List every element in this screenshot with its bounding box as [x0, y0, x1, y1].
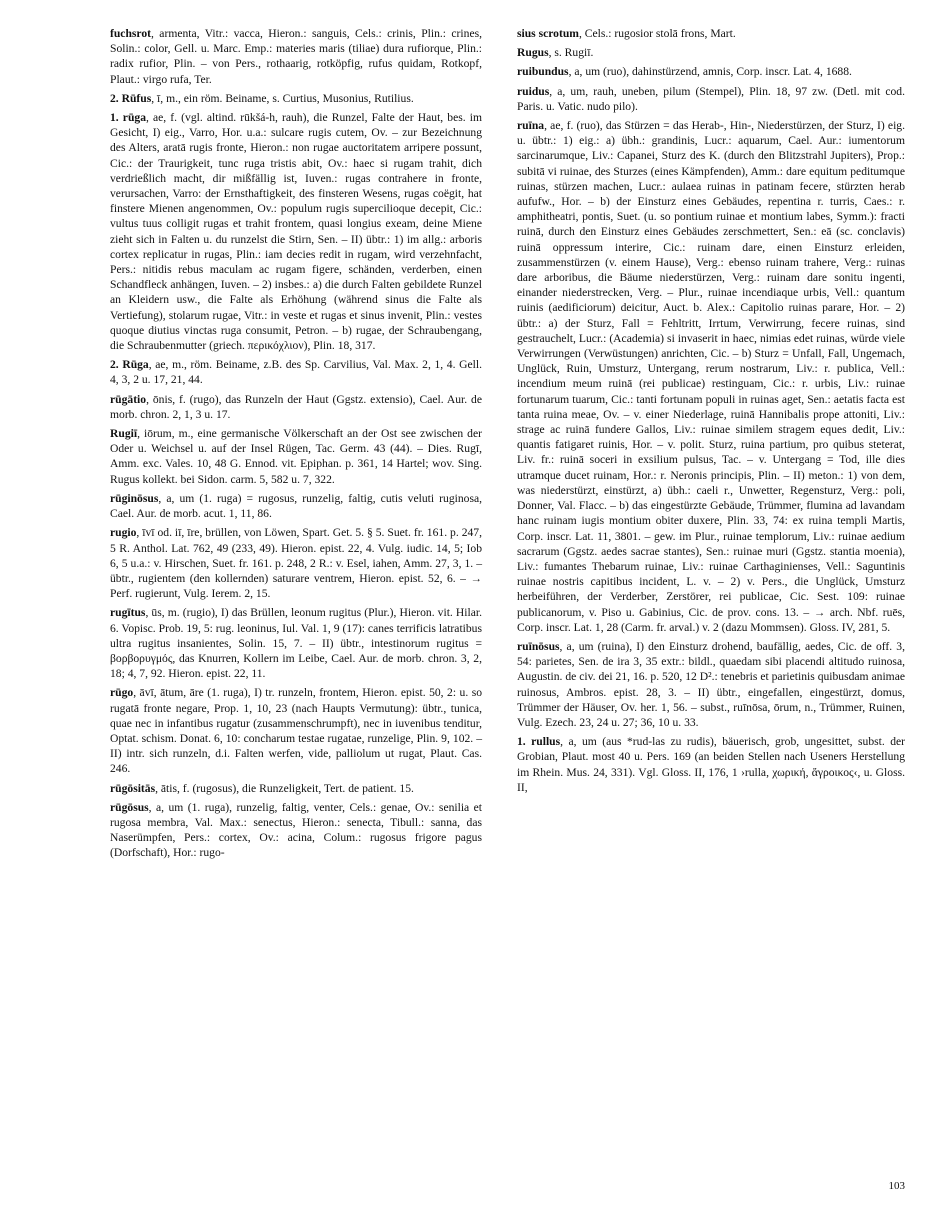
headword: rugītus [110, 606, 146, 620]
headword: rūgātio [110, 392, 147, 406]
dictionary-entry: sius scrotum, Cels.: rugosior stolā frons, Mart. [517, 27, 736, 40]
dictionary-entry: 1. rullus, a, um (aus *rud-las zu rudis), bäuerisch, grob, ungesittet, subst. der Grobian, Plaut. most 40 u. Pers. 169 (an beiden Stellen nach Useners Herstellung im Rhein. Mus. 24, 331). Vgl. Gloss. II, 176, 1 ›rulla, χωρική, ἄγροικος‹, u. Gloss. II, [517, 735, 905, 794]
headword: 2. Rūga [110, 358, 149, 372]
dictionary-entry: 1. rūga, ae, f. (vgl. altind. rūkšá-h, rauh), die Runzel, Falte der Haut, bes. im Gesicht, I) eig., Varro, Hor. u.a.: sulcare rugis cutem, Ov. – zur Bezeichnung des Alters, aratā rugis fronte, Hieron.: non rugae auctoritatem arripere possunt, Cic.: der Traurigkeit, tunc ruga tristis abit, Ov.: haec si rugam trahit, dich verdrießlich macht, dir mißfällig ist, Iuven.: rugas contrahere in fronte, verursachen, Varro: der Ernsthaftigkeit, des finsteren Wesens, rugas coëgit, hat finstere Mienen angenommen, Ov.: populum rugis supercilioque decepit, Cic.: vultus tuus colligit rugas et trahit frontem, quasi longius exeam, deine Miene zieht sich in Falten u. du runzelst die Stirn, Sen. – II) übtr.: 1) im allg.: arboris cortex replicatur in rugas, Plin.: iam decies redit in rugam, wird verzehnfacht, Pers.: nitidis rebus maculam ac rugam figere, schänden, verderben, einen Schandfleck anhängen, Iuven. – 2) insbes.: a) die durch Falten gebildete Runzel an Kleidern usw., die Falte als Erhöhung (während sinus die Falte als Vertiefung), stolarum rugae, Vitr.: in veste et rugas et sinus invenit, Plin.: vestes quoque diutius vinctas ruga consumit, Petron. – b) rugae, der Schraubengang, die Schraubenmutter (griech. περικόχλιον), Plin. 18, 317. [110, 111, 483, 353]
dictionary-entry: Rugus, s. Rugiī. [517, 46, 594, 60]
page-number: 103 [888, 1180, 905, 1192]
dictionary-entry: fuchsrot, armenta, Vitr.: vacca, Hieron.: sanguis, Cels.: crinis, Plin.: crines, Solin.: color, Gell. u. Marc. Emp.: materies maris (tiliae) dura rufiorque, Plin.: radix rufior, Plin. – von Pers., rothaarig, rotköpfig, rufus quidam, Rotkopf, Plaut.: virgo rufa, Ter. [110, 27, 482, 86]
dictionary-entry: rugītus, ūs, m. (rugio), I) das Brüllen, leonum rugitus (Plur.), Hieron. vit. Hilar. 6. Vopisc. Prob. 19, 5: rug. leoninus, Iul. Val. 1, 9 (17): canes terrificis latratibus ultra rugitus insanientes, Solin. 15, 7. – II) übtr., intestinorum rugitus = βορβορυγμός, das Knurren, Kollern im Leibe, Cael. Aur. de morb. chron. 3, 2, 18; 4, 7, 92. Hieron. epist. 22, 11. [110, 606, 482, 681]
headword: ruidus [517, 84, 550, 98]
headword: rugio [110, 526, 137, 540]
dictionary-entry: rūgātio, ōnis, f. (rugo), das Runzeln der Haut (Ggstz. extensio), Cael. Aur. de morb. chron. 2, 1, 3 u. 17. [110, 392, 482, 421]
headword: 1. rūga [110, 111, 146, 125]
headword: ruīna [517, 119, 545, 133]
headword: 2. Rūfus [110, 91, 152, 105]
headword: rūgo [110, 686, 134, 700]
headword: rūgōsus [110, 800, 149, 814]
dictionary-entry: rugio, īvī od. iī, īre, brüllen, von Löwen, Spart. Get. 5. § 5. Suet. fr. 161. p. 247, 5 R. Anthol. Lat. 762, 49 (233, 49). Hieron. epist. 22, 4. Vulg. iudic. 14, 5; Iob 6, 5 u.a.: v. Hirschen, Suet. fr. 161. p. 248, 2 R.: v. Esel, iahen, Amm. 27, 3, 1. – übtr., rugientem (den kollernden) saturare ventrem, Hieron. epist. 52, 6. – → Perf. rugierunt, Vulg. Ierem. 2, 15. [110, 526, 482, 601]
dictionary-entry: 2. Rūfus, ī, m., ein röm. Beiname, s. Curtius, Musonius, Rutilius. [110, 91, 414, 105]
right-column [517, 26, 905, 799]
dictionary-entry: Rugiī, iōrum, m., eine germanische Völkerschaft an der Ost see zwischen der Oder u. Weichsel u. auf der Insel Rügen, Tac. Germ. 43 (44). – Dies. Rugī, Amm. exc. Vales. 10, 48 G. Ennod. vit. Epiphan. p. 361, 14 Hartel; wov. Sing. Rugus kollekt. bei Sidon. carm. 5, 582 u. 7, 322. [110, 427, 482, 486]
headword: fuchsrot [110, 27, 152, 40]
dictionary-entry: rūgōsus, a, um (1. ruga), runzelig, faltig, venter, Cels.: genae, Ov.: senilia et rugosa membra, Val. Max.: senectus, Hieron.: senecta, Tibull.: sanna, das Naserümpfen, Pers.: cortex, Ov.: acina, Colum.: rugosus frigore pagus (Dorfschaft), Hor.: rugo- [110, 800, 482, 860]
dictionary-entry: ruidus, a, um, rauh, uneben, pilum (Stempel), Plin. 18, 97 zw. (Detl. mit cod. Paris. u. Vatic. nudo pilo). [517, 84, 905, 113]
dictionary-entry: rūgo, āvī, ātum, āre (1. ruga), I) tr. runzeln, frontem, Hieron. epist. 50, 2: u. so rugatā fronte negare, Prop. 1, 10, 23 (nach Haupts Vermutung): übtr., tunica, quae nec in infantibus rugatur (zusammenschrumpft), nec in iuvenibus tenditur, Optat. schism. Donat. 6, 10: concharum testae rugatae, runzelige, Plin. 9, 102. – II) intr. sich runzeln, d.i. Falten werfen, vide, palliolum ut rugat, Plaut. Cas. 246. [110, 686, 482, 776]
headword: sius scrotum [517, 27, 579, 40]
headword: Rugus [517, 46, 549, 60]
dictionary-entry: ruibundus, a, um (ruo), dahinstürzend, amnis, Corp. inscr. Lat. 4, 1688. [517, 65, 852, 79]
headword: 1. rullus [517, 735, 561, 749]
headword: Rugiī [110, 427, 138, 441]
dictionary-entry: rūgōsitās, ātis, f. (rugosus), die Runzeligkeit, Tert. de patient. 15. [110, 781, 414, 795]
dictionary-entry: rūginōsus, a, um (1. ruga) = rugosus, runzelig, faltig, cutis veluti ruginosa, Cael. Aur. de morb. acut. 1, 11, 86. [110, 491, 482, 521]
headword: rūginōsus [110, 491, 159, 505]
left-column [110, 26, 482, 865]
dictionary-entry: ruīna, ae, f. (ruo), das Stürzen = das Herab-, Hin-, Niederstürzen, der Sturz, I) eig. u. übtr.: 1) eig.: a) übh.: grandinis, Lucr.: aquarum, Cael. Aur.: iumentorum sarcinarumque, Liv.: Capanei, Sturz des K. (durch den Blitzstrahl Jupiters), Prop.: subitā vi ruinae, des Sturzes (eines Kämpfenden), Amm.: dare equitum peditumque ruinas, stürzen machen, Lucr.: aulaea ruinas in patinam fecere, stürzten herab aufufw., Hor. – b) der Einsturz eines Gebäudes, repentina r. turris, Caes.: r. amphitheatri, pontis, Suet. (u. so pontium ruinae et montium labes, Symm.): fracti ruinā, durch den Einsturz eines Gebäudes zerschmettert, Sen.: eā (sc. conclavis) ruinā oppressum interire, Cic.: ruinam dare, einen Einsturz erleiden, zusammenstürzen (v. einem Hause), Verg.: ebenso ruinam trahere, Verg.: ruinas dare arboribus, die Bäume niederstürzen, Verg.: ruinam dare sonitu ingenti, einander niederstrecken, Verg. – Plur., ruinae incendiaque urbis, Vell.: quantum ruinis (aedificiorum) deicitur, Auct. b. Alex.: Capitolio ruinas parare, Hor. – 2) übtr.: a) der Sturz, Fall = Fehltritt, Irrtum, Verwirrung, fecere ruinas, sind gestrauchelt, Lucr.: (Academia) si invaserit in haec, nimias edet ruinas, würde viele Verwirrungen (Verwüstungen) anrichten, Cic. – b) Sturz = Unfall, Fall, Ungemach, Unglück, Ruin, Umsturz, Untergang, rerum nostrarum, Liv.: r. publica, Vell.: incendium meum ruinā (rei publicae) restinguam, Cic.: r. urbis, Liv.: ruinae fortunarum tuarum, Cic.: tanti fortunam populi in ruinas aget, Sen.: aetatis facta est tanta ruina meae, Ov. – v. einer Niederlage, ruinā Hannibalis prope attoniti, Liv.: strage ac ruinā fundere Gallos, Liv.: ruinae similem stragem eques dedit, Liv.: quantis fatigaret ruinis, Hor. – v. polit. Sturz, ruina partium, pro quibus steterat, Liv. fr.: ruinā soceri in exsilium pulsus, Tac. – v. Untergang = Tod, ille dies utramque ducet ruinam, Hor.: r. Neronis principis, Plin. – II) meton.: 1) von dem, was niederstürzt, einstürzt, a) übh.: caeli r., Unwetter, Regensturz, Verg.: poli, Donner, Val. Flacc. – b) das eingestürzte Gebäude, Trümmer, flumina ad lavandam hanc ruinam iugis montium obiter duxere, Plin. 33, 74: ex ruina templi Martis, Corp. inscr. Lat. 11, 3801. – gew. im Plur., ruinae templorum, Liv.: ruinae aedium sacrarum (Ggstz. aedes sacrae stantes), Sen.: ruinae muri (Ggstz. stantia moenia), Liv.: fumantes Thebarum ruinae, Liv.: ruinae Carthaginienses, Vell.: Saguntinis ruinae nostris capitibus incident, L. v. – 2) v. Pers., die Unglück, Umsturz herbeiführen, der Verderber, Zerstörer, rei publicae, Cic. Sest. 109: ruinae publicanorum, v. Piso u. Gabinius, Cic. de prov. cons. 13. – → arch. Nbf. ruēs, Corp. inscr. Lat. 1, 28 (Carm. fr. arval.) v. 2 (dazu Mommsen). Gloss. IV, 281, 5. [517, 119, 905, 634]
headword: ruibundus [517, 65, 569, 79]
dictionary-entry: ruīnōsus, a, um (ruina), I) den Einsturz drohend, baufällig, aedes, Cic. de off. 3, 54: parietes, Sen. de ira 3, 35 extr.: bildl., quaedam sibi placendi altitudo ruinosa, Augustin. de civ. dei 21, 16. p. 520, 12 D².: tenebris et parietinis quibusdam animae ruinosus, Ambros. epist. 28, 3. – II) übtr., eingefallen, eingestürzt, domus, Trümmer der Häuser, Ov. her. 1, 56. – subst., ruīnōsa, ōrum, n., Trümmer, Ruinen, Vulg. Ezech. 23, 24 u. 27; 36, 10 u. 33. [517, 639, 905, 729]
headword: rūgōsitās [110, 781, 156, 795]
headword: ruīnōsus [517, 639, 560, 653]
dictionary-entry: 2. Rūga, ae, m., röm. Beiname, z.B. des Sp. Carvilius, Val. Max. 2, 1, 4. Gell. 4, 3, 2 u. 17, 21, 44. [110, 358, 482, 387]
